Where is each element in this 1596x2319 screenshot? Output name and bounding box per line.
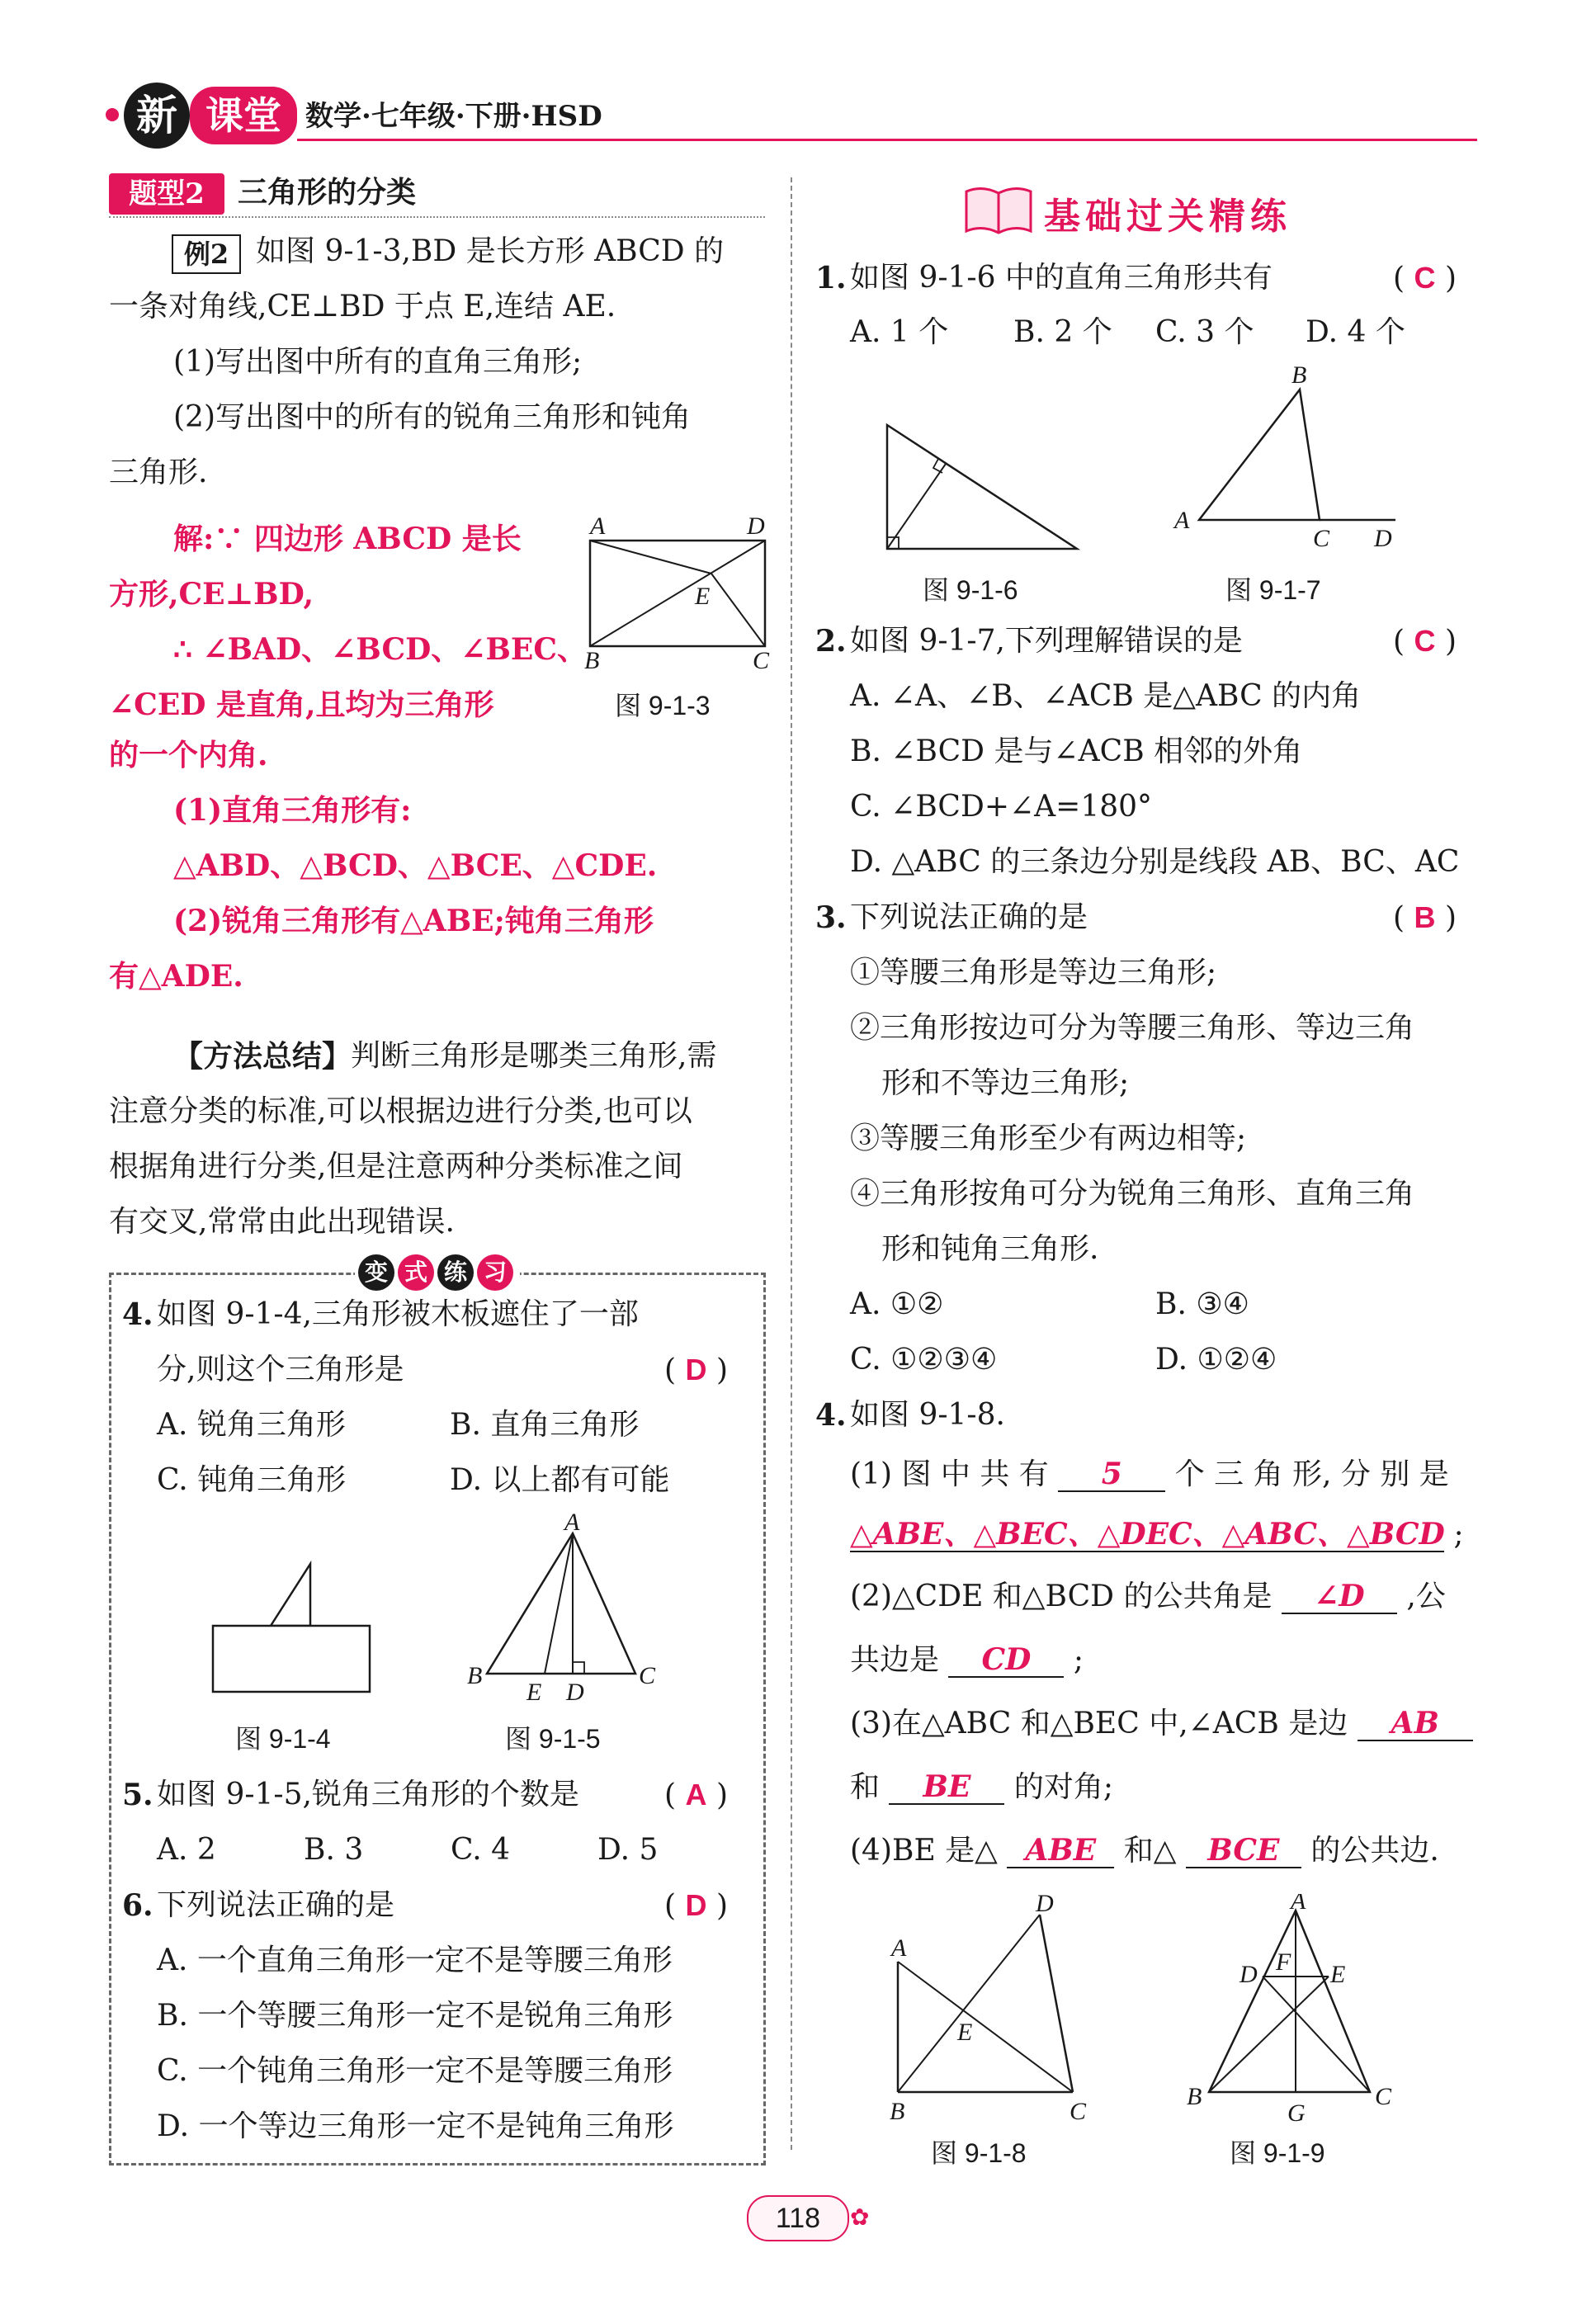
fig5-label-b: B — [467, 1662, 483, 1689]
option: D. ①②④ — [1155, 1343, 1277, 1377]
fig3-label-a: A — [590, 512, 606, 540]
example-line: 一条对角线,CE⊥BD 于点 E,连结 AE. — [109, 290, 616, 324]
figure-9-1-3-caption: 图 9-1-3 — [615, 691, 711, 720]
banner-title: 基础过关精练 — [1044, 196, 1291, 237]
method-line: 根据角进行分类,但是注意两种分类标准之间 — [109, 1150, 683, 1183]
option: D. 一个等边三角形一定不是钝角三角形 — [157, 2109, 674, 2143]
fill-line-1 — [850, 1454, 1449, 1495]
option: D. △ABC 的三条边分别是线段 AB、BC、AC — [850, 845, 1460, 879]
question-text: 如图 9-1-5,锐角三角形的个数是 — [157, 1778, 579, 1811]
text: (1) 图 中 共 有 — [850, 1457, 1049, 1491]
text: (3)在△ABC 和△BEC 中,∠ACB 是边 — [850, 1707, 1348, 1740]
option: B. 2 个 — [1013, 315, 1112, 349]
figure-9-1-4-caption: 图 9-1-4 — [235, 1724, 331, 1754]
figure-9-1-6-caption: 图 9-1-6 — [923, 575, 1018, 605]
fig3-label-c: C — [753, 647, 770, 673]
answer-value: A — [685, 1778, 707, 1811]
question-text: 如图 9-1-4,三角形被木板遮住了一部 — [157, 1297, 639, 1331]
variation-char: 变 — [358, 1254, 394, 1291]
statement: ①等腰三角形是等边三角形; — [850, 956, 1217, 989]
question-number: 6. — [122, 1888, 153, 1923]
question-number: 1. — [815, 261, 847, 295]
solution-line: (2)锐角三角形有△ABE;钝角三角形 — [173, 904, 654, 938]
fig5-label-c: C — [639, 1662, 656, 1689]
fig5-label-e: E — [526, 1679, 542, 1706]
option: C. ∠BCD+∠A=180° — [850, 790, 1153, 824]
question-number: 4. — [815, 1398, 847, 1433]
option: A. ①② — [850, 1287, 944, 1321]
answer-value: B — [1414, 900, 1436, 934]
question-text: 下列说法正确的是 — [850, 900, 1088, 934]
option: B. ∠BCD 是与∠ACB 相邻的外角 — [850, 734, 1303, 768]
answer-bracket: ( C ) — [1393, 261, 1457, 295]
method-line: 判断三角形是哪类三角形,需 — [351, 1039, 717, 1073]
option: C. 一个钝角三角形一定不是等腰三角形 — [157, 2054, 673, 2088]
figure-9-1-3 — [569, 508, 784, 673]
answer-bracket: ( D ) — [664, 1888, 728, 1923]
section-banner — [961, 180, 1316, 239]
question-text: 如图 9-1-8. — [850, 1398, 1005, 1432]
variation-char: 式 — [398, 1254, 434, 1291]
option: A. 锐角三角形 — [157, 1408, 346, 1442]
answer-bracket: ( D ) — [664, 1353, 728, 1387]
fig8-label-d: D — [1036, 1890, 1054, 1917]
section-title: 三角形的分类 — [238, 175, 417, 210]
blank-side-2: BE — [889, 1770, 1004, 1805]
blank-side-1: AB — [1358, 1707, 1473, 1741]
figure-9-1-6 — [875, 417, 1089, 557]
solution-line: △ABD、△BCD、△BCE、△CDE. — [173, 848, 658, 883]
question-number: 5. — [122, 1778, 153, 1812]
example-line: (1)写出图中所有的直角三角形; — [173, 345, 583, 379]
question-text: 下列说法正确的是 — [157, 1888, 395, 1922]
variation-char: 习 — [477, 1254, 513, 1291]
method-line: 注意分类的标准,可以根据边进行分类,也可以 — [109, 1094, 692, 1128]
section-rule — [109, 216, 765, 218]
fig9-label-a: A — [1291, 1894, 1306, 1915]
fill-line-2 — [850, 1576, 1446, 1618]
solution-line: 的一个内角. — [109, 738, 268, 772]
figure-9-1-9-caption: 图 9-1-9 — [1230, 2138, 1325, 2168]
fig8-label-e: E — [957, 2019, 973, 2046]
blank-common-side: CD — [948, 1643, 1064, 1678]
example-label: 例2 — [172, 234, 241, 274]
solution-line: 解:∵ 四边形 ABCD 是长 — [173, 522, 522, 556]
option: A. 一个直角三角形一定不是等腰三角形 — [157, 1944, 673, 1977]
figure-9-1-7-caption: 图 9-1-7 — [1225, 575, 1321, 605]
text: ,公 — [1406, 1580, 1446, 1613]
fig9-label-c: C — [1375, 2083, 1392, 2110]
statement: ③等腰三角形至少有两边相等; — [850, 1122, 1247, 1155]
example-line: (2)写出图中的所有的锐角三角形和钝角 — [173, 400, 691, 434]
statement: ②三角形按边可分为等腰三角形、等边三角 — [850, 1011, 1415, 1045]
blank-triangle-1: ABE — [1007, 1834, 1114, 1868]
answer-bracket: ( C ) — [1393, 624, 1457, 659]
answer-value: D — [685, 1888, 707, 1922]
header-dot-icon — [106, 108, 119, 121]
text: 个 三 角 形, 分 别 是 — [1174, 1457, 1449, 1491]
statement: 形和不等边三角形; — [881, 1066, 1130, 1100]
option: B. ③④ — [1155, 1287, 1249, 1321]
fig7-label-c: C — [1313, 525, 1330, 552]
statement: ④三角形按角可分为锐角三角形、直角三角 — [850, 1177, 1415, 1211]
flower-icon: ✿ — [850, 2203, 870, 2231]
question-number: 3. — [815, 900, 847, 935]
option: A. 2 — [157, 1833, 216, 1867]
option: C. ①②③④ — [850, 1343, 998, 1377]
figure-9-1-9 — [1180, 1894, 1411, 2125]
option: C. 3 个 — [1155, 315, 1254, 349]
option: C. 4 — [451, 1833, 511, 1867]
fig3-label-e: E — [695, 583, 711, 610]
fig7-label-b: B — [1291, 363, 1307, 389]
book-icon — [961, 183, 1036, 236]
text: ; — [1073, 1643, 1084, 1677]
option: C. 钝角三角形 — [157, 1463, 347, 1497]
statement: 形和钝角三角形. — [881, 1232, 1099, 1266]
text: 的对角; — [1013, 1770, 1114, 1804]
solution-line: (1)直角三角形有: — [173, 793, 412, 828]
example-line: 三角形. — [109, 456, 208, 489]
option: B. 一个等腰三角形一定不是锐角三角形 — [157, 1999, 673, 2033]
solution-line: 有△ADE. — [109, 959, 243, 994]
page-number-badge: 118 — [747, 2195, 849, 2241]
blank-common-angle: ∠D — [1282, 1580, 1397, 1614]
figure-9-1-4 — [206, 1560, 380, 1700]
text: 和 — [850, 1770, 881, 1804]
figure-9-1-8 — [875, 1890, 1122, 2129]
question-number: 4. — [122, 1297, 153, 1332]
fig5-label-a: A — [564, 1509, 580, 1536]
question-text: 如图 9-1-7,下列理解错误的是 — [850, 624, 1243, 658]
text: 的公共边. — [1310, 1834, 1439, 1868]
question-number: 2. — [815, 624, 847, 659]
answer-value: D — [685, 1353, 707, 1386]
blank-count: 5 — [1058, 1457, 1165, 1492]
option: B. 直角三角形 — [450, 1408, 640, 1442]
fig7-label-d: D — [1374, 525, 1392, 552]
method-tag: 【方法总结】 — [173, 1039, 352, 1074]
fill-line-4 — [850, 1830, 1439, 1872]
option: D. 4 个 — [1306, 315, 1405, 349]
fig9-label-g: G — [1287, 2099, 1306, 2125]
answer-value: C — [1414, 624, 1436, 658]
text: ; — [1453, 1518, 1464, 1552]
example-line: 如图 9-1-3,BD 是长方形 ABCD 的 — [256, 234, 725, 268]
fig9-label-d: D — [1239, 1961, 1258, 1988]
logo-xin: 新 — [124, 83, 190, 149]
fig8-label-c: C — [1070, 2098, 1087, 2125]
fill-line-3b — [850, 1767, 1113, 1808]
header-subtitle: 数学·七年级·下册·HSD — [305, 100, 602, 133]
fig8-label-b: B — [890, 2098, 905, 2125]
answer-bracket: ( A ) — [664, 1778, 728, 1812]
blank-triangles: △ABE、△BEC、△DEC、△ABC、△BCD — [850, 1517, 1445, 1552]
figure-9-1-5-caption: 图 9-1-5 — [505, 1724, 601, 1754]
option: A. 1 个 — [850, 315, 949, 349]
answer-value: C — [1414, 261, 1436, 295]
figure-9-1-5 — [462, 1509, 668, 1711]
text: (2)△CDE 和△BCD 的公共角是 — [850, 1580, 1273, 1613]
fig9-label-e: E — [1330, 1961, 1346, 1988]
fig5-label-d: D — [566, 1679, 584, 1706]
fill-line-3 — [850, 1703, 1473, 1745]
option: B. 3 — [304, 1833, 364, 1867]
figure-9-1-8-caption: 图 9-1-8 — [931, 2138, 1027, 2168]
solution-line: ∠CED 是直角,且均为三角形 — [109, 687, 494, 722]
header — [99, 78, 1477, 153]
fig3-label-b: B — [584, 647, 600, 673]
text: 和△ — [1123, 1834, 1177, 1868]
variation-title — [355, 1253, 520, 1292]
variation-char: 练 — [437, 1254, 474, 1291]
column-divider — [791, 177, 792, 2150]
text: 共边是 — [850, 1643, 940, 1677]
fig9-label-f: F — [1276, 1948, 1291, 1976]
logo-ketang: 课堂 — [190, 87, 297, 144]
question-text: 分,则这个三角形是 — [157, 1353, 404, 1386]
text: (4)BE 是△ — [850, 1834, 998, 1868]
option: A. ∠A、∠B、∠ACB 是△ABC 的内角 — [850, 679, 1362, 713]
fill-line-1b — [850, 1514, 1464, 1556]
method-line: 有交叉,常常由此出现错误. — [109, 1205, 455, 1239]
fig7-label-a: A — [1174, 507, 1190, 534]
header-rule — [297, 139, 1477, 141]
section-tag: 题型2 — [109, 173, 224, 215]
fill-line-2b — [850, 1640, 1084, 1681]
fig8-label-a: A — [891, 1934, 907, 1962]
fig3-label-d: D — [747, 512, 765, 540]
solution-line: ∴ ∠BAD、∠BCD、∠BEC、 — [173, 632, 587, 667]
answer-bracket: ( B ) — [1393, 900, 1457, 935]
figure-9-1-7 — [1168, 363, 1415, 561]
solution-line: 方形,CE⊥BD, — [109, 577, 314, 612]
blank-triangle-2: BCE — [1186, 1834, 1301, 1868]
question-text: 如图 9-1-6 中的直角三角形共有 — [850, 261, 1273, 295]
fig9-label-b: B — [1187, 2083, 1202, 2110]
option: D. 以上都有可能 — [450, 1463, 670, 1497]
option: D. 5 — [597, 1833, 659, 1867]
